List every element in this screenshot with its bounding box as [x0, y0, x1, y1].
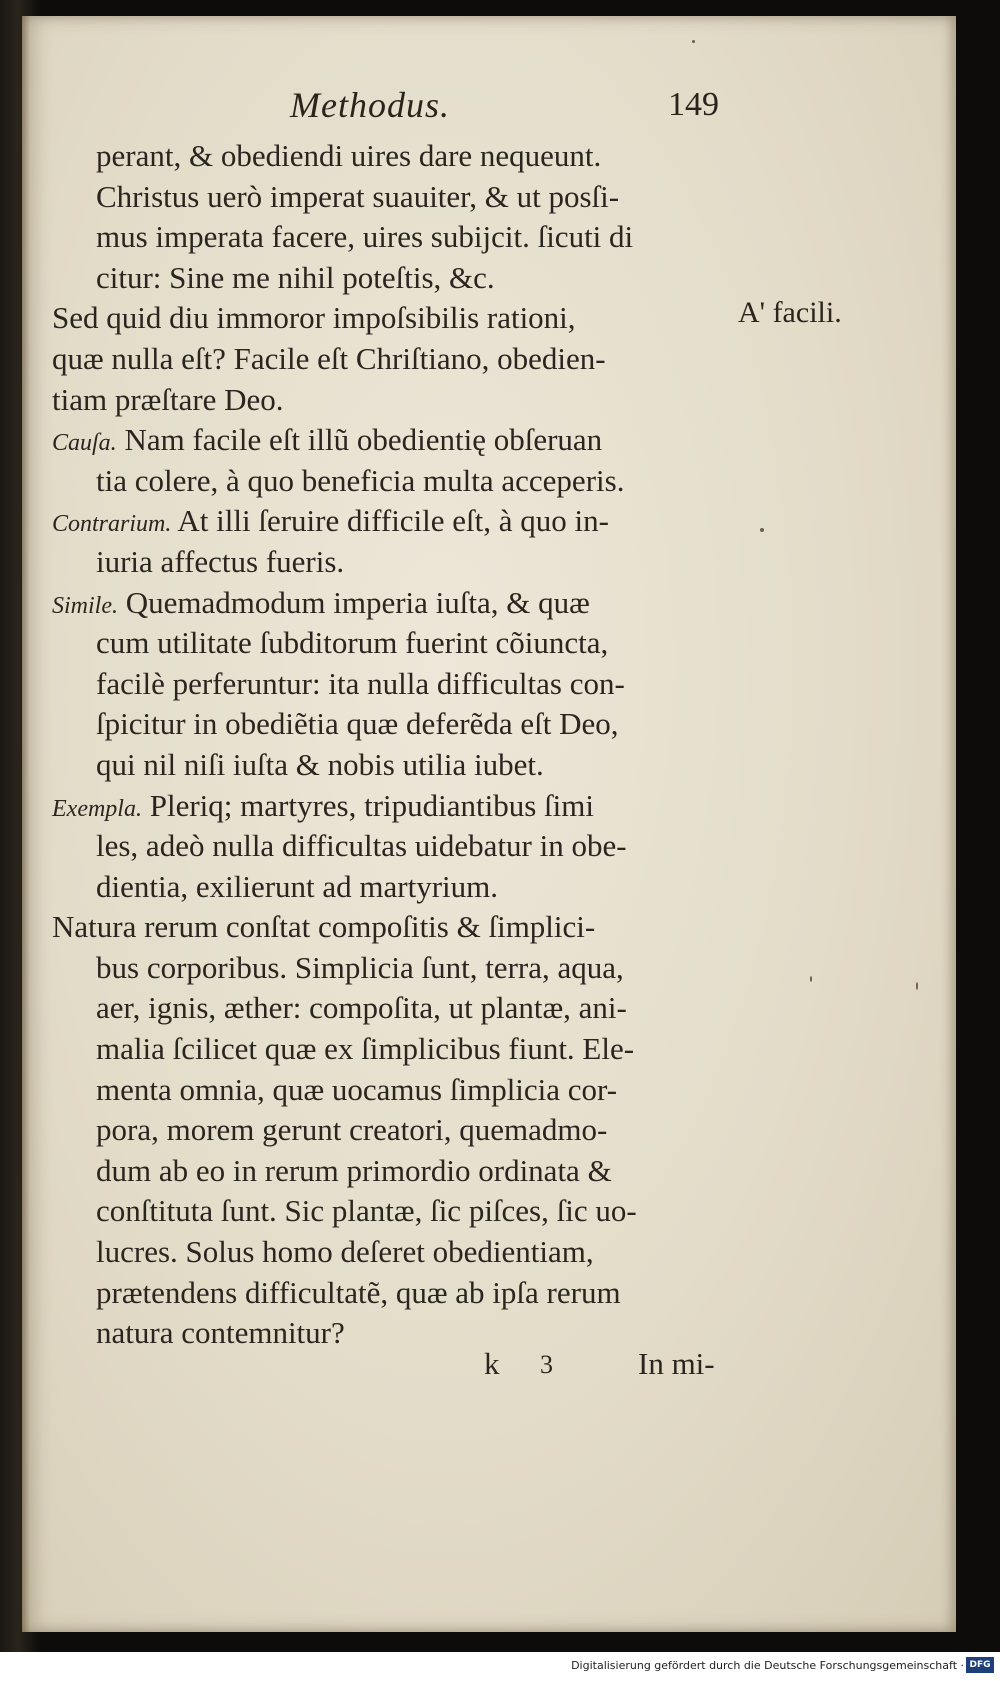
text-line — [52, 1273, 742, 1314]
line-text: malia ſcilicet quæ ex ſimplicibus fiunt. Ele- — [96, 1031, 635, 1067]
text-block — [52, 136, 742, 1354]
text-line — [52, 664, 742, 705]
dfg-logo: DFG — [966, 1657, 994, 1673]
text-line — [52, 786, 742, 827]
line-text: pora, morem gerunt creatori, quemadmo- — [96, 1112, 608, 1148]
paper-speck — [810, 976, 812, 982]
line-text: natura contemnitur? — [96, 1315, 345, 1351]
line-text: cum utilitate ſubditorum fuerint cõiuncta, — [96, 625, 609, 661]
signature-number: 3 — [540, 1350, 553, 1379]
text-line — [52, 258, 742, 299]
line-text: citur: Sine me nihil poteſtis, &c. — [96, 259, 495, 295]
text-line — [52, 542, 742, 583]
text-line — [52, 339, 742, 380]
footer-credit: Digitalisierung gefördert durch die Deutsche Forschungsgemeinschaft · — [571, 1659, 964, 1672]
line-text: quæ nulla eſt? Facile eſt Chriſtiano, obedien- — [52, 340, 606, 376]
digitization-footer — [0, 1652, 1000, 1681]
line-text: mus imperata facere, uires subijcit. ſicuti di — [96, 219, 634, 255]
line-text: ſpicitur in obediẽtia quæ deferẽda eſt Deo, — [96, 706, 619, 742]
line-text: Christus uerò imperat suauiter, & ut posſi- — [96, 178, 620, 214]
line-text: lucres. Solus homo deſeret obedientiam, — [96, 1234, 594, 1270]
text-line — [52, 380, 742, 421]
line-text: Nam facile eſt illũ obedientię obſeruan — [116, 422, 603, 458]
line-text: Sed quid diu immoror impoſsibilis rationi, — [52, 300, 576, 336]
text-line — [52, 948, 742, 989]
text-line — [52, 1232, 742, 1273]
text-line — [52, 1110, 742, 1151]
line-text: menta omnia, quæ uocamus ſimplicia cor- — [96, 1071, 618, 1107]
marginal-note: A' facili. — [738, 296, 842, 329]
line-text: aer, ignis, æther: compoſita, ut plantæ, ani- — [96, 990, 627, 1026]
text-line — [52, 907, 742, 948]
line-text: qui nil niſi iuſta & nobis utilia iubet. — [96, 746, 544, 782]
page-number: 149 — [668, 86, 719, 123]
side-label: Cauſa. — [52, 430, 117, 457]
line-text: conſtituta ſunt. Sic plantæ, ſic piſces, ſic uo- — [96, 1193, 637, 1229]
line-text: perant, & obediendi uires dare nequeunt. — [96, 138, 602, 173]
paper-speck — [692, 40, 695, 43]
text-line — [52, 136, 742, 177]
text-line — [52, 745, 742, 786]
line-text: facilè perferuntur: ita nulla difficultas con- — [96, 665, 625, 701]
line-text: prætendens difficultatẽ, quæ ab ipſa rerum — [96, 1274, 621, 1310]
text-line — [52, 298, 742, 339]
line-text: dum ab eo in rerum primordio ordinata & — [96, 1152, 612, 1188]
line-text: dientia, exilierunt ad martyrium. — [96, 868, 499, 904]
text-line — [52, 988, 742, 1029]
catchline — [0, 1346, 1000, 1390]
line-text: bus corporibus. Simplicia ſunt, terra, aqua, — [96, 949, 624, 985]
text-line — [52, 420, 742, 461]
text-line — [52, 177, 742, 218]
text-line — [52, 826, 742, 867]
line-text: iuria affectus fueris. — [96, 543, 345, 579]
text-line — [52, 1151, 742, 1192]
paper-speck — [760, 528, 764, 532]
running-head — [0, 82, 1000, 132]
catchword: In mi- — [638, 1346, 715, 1381]
text-line — [52, 1029, 742, 1070]
line-text: tiam præſtare Deo. — [52, 381, 284, 417]
text-line — [52, 461, 742, 502]
line-text: les, adeò nulla difficultas uidebatur in obe- — [96, 828, 627, 864]
side-label: Contrarium. — [52, 511, 172, 538]
running-title: Methodus. — [290, 85, 450, 125]
text-line — [52, 623, 742, 664]
line-text: Natura rerum conſtat compoſitis & ſimplici- — [52, 909, 596, 945]
line-text: At illi ſeruire difficile eſt, à quo in- — [171, 503, 609, 539]
signature-mark: k — [484, 1346, 500, 1381]
side-label: Simile. — [52, 592, 118, 619]
text-line — [52, 1070, 742, 1111]
text-line — [52, 867, 742, 908]
line-text: Quemadmodum imperia iuſta, & quæ — [118, 584, 590, 620]
line-text: Pleriq; martyres, tripudiantibus ſimi — [141, 787, 594, 823]
text-line — [52, 583, 742, 624]
paper-speck — [916, 982, 918, 990]
text-line — [52, 1191, 742, 1232]
text-line — [52, 501, 742, 542]
text-line — [52, 704, 742, 745]
line-text: tia colere, à quo beneficia multa acceperis. — [96, 462, 625, 498]
text-line — [52, 217, 742, 258]
side-label: Exempla. — [52, 795, 142, 822]
